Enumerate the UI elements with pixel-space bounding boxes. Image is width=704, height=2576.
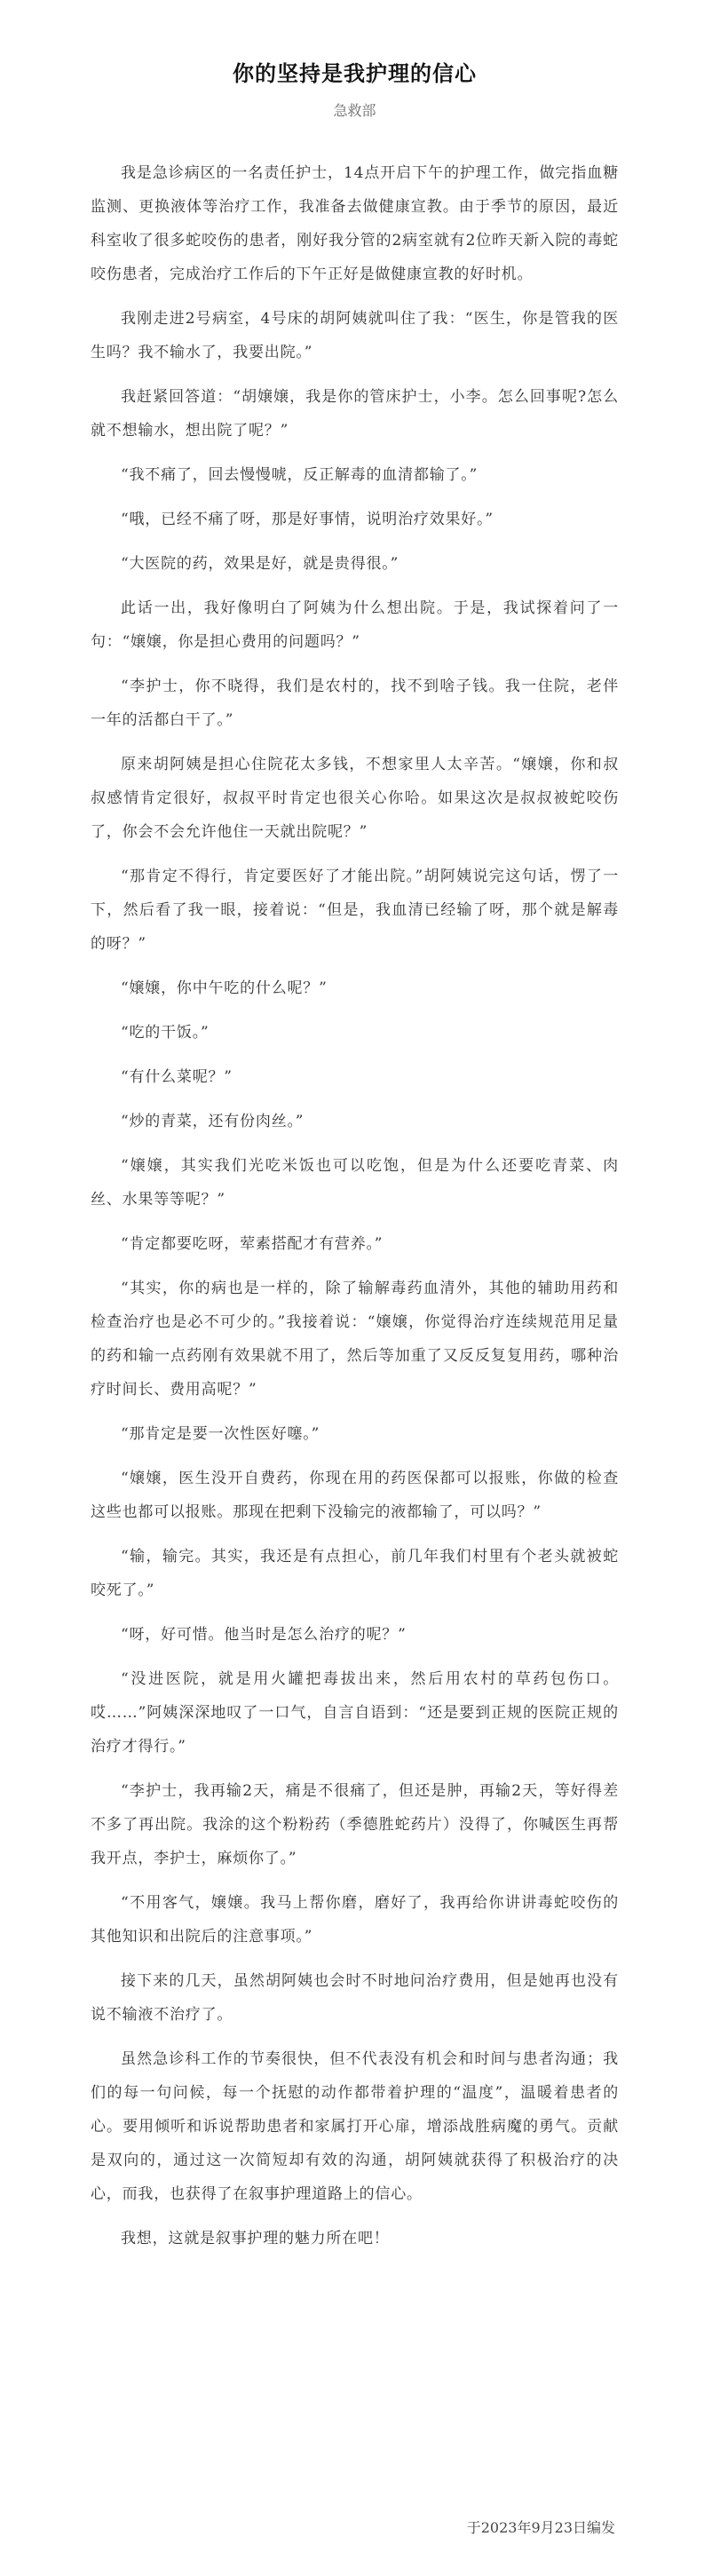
publish-date: 于2023年9月23日编发 <box>466 2519 615 2536</box>
paragraph: “不用客气，嬢嬢。我马上帮你磨，磨好了，我再给你讲讲毒蛇咬伤的其他知识和出院后的注意事项。” <box>91 1894 619 1946</box>
paragraph: “嬢嬢，医生没开自费药，你现在用的药医保都可以报账，你做的检查这些也都可以报账。那现在把剩下没输完的液都输了，可以吗？” <box>91 1470 619 1521</box>
paragraph: 我刚走进2号病室，4号床的胡阿姨就叫住了我：“医生，你是管我的医生吗？我不输水了，我要出院。” <box>91 310 619 361</box>
paragraph: “没进医院，就是用火罐把毒拔出来，然后用农村的草药包伤口。哎……”阿姨深深地叹了一口气，自言自语到：“还是要到正规的医院正规的治疗才得行。” <box>91 1670 619 1756</box>
paragraph: “李护士，你不晓得，我们是农村的，找不到啥子钱。我一住院，老伴一年的活都白干了。” <box>91 678 619 729</box>
paragraph: “其实，你的病也是一样的，除了输解毒药血清外，其他的辅助用药和检查治疗也是必不可少的。”我接着说：“嬢嬢，你觉得治疗连续规范用足量的药和输一点药刚有效果就不用了，然后等加重了又反反复复用药，哪种治疗时间长、费用高呢？” <box>91 1280 619 1399</box>
paragraph: 我赶紧回答道：“胡嬢嬢，我是你的管床护士，小李。怎么回事呢?怎么就不想输水，想出院了呢？” <box>91 388 619 440</box>
paragraph: 此话一出，我好像明白了阿姨为什么想出院。于是，我试探着问了一句：“嬢嬢，你是担心费用的问题吗？” <box>91 599 619 651</box>
paragraph: “肯定都要吃呀，荤素搭配才有营养。” <box>121 1235 384 1253</box>
paragraph: “那肯定不得行，肯定要医好了才能出院。”胡阿姨说完这句话，愣了一下，然后看了我一眼，接着说：“但是，我血清已经输了呀，那个就是解毒的呀？” <box>91 868 619 953</box>
paragraph: “炒的青菜，还有份肉丝。” <box>121 1113 305 1130</box>
paragraph: 我是急诊病区的一名责任护士，14点开启下午的护理工作，做完指血糖监测、更换液体等治疗工作，我准备去做健康宣教。由于季节的原因，最近科室收了很多蛇咬伤的患者，刚好我分管的2病室就有2位昨天新入院的毒蛇咬伤患者，完成治疗工作后的下午正好是做健康宣教的好时机。 <box>91 164 619 283</box>
paragraph: “嬢嬢，你中午吃的什么呢？” <box>121 979 328 997</box>
article-body <box>91 156 619 2255</box>
paragraph: “有什么菜呢？” <box>121 1068 233 1086</box>
paragraph: 接下来的几天，虽然胡阿姨也会时不时地问治疗费用，但是她再也没有说不输液不治疗了。 <box>91 1972 619 2024</box>
paragraph: “我不痛了，回去慢慢唬，反正解毒的血清都输了。” <box>121 466 479 484</box>
paragraph: 虽然急诊科工作的节奏很快，但不代表没有机会和时间与患者沟通；我们的每一句问候，每一个抚慰的动作都带着护理的“温度”，温暖着患者的心。要用倾听和诉说帮助患者和家属打开心扉，增添战胜病魔的勇气。贡献是双向的，通过这一次简短却有效的沟通，胡阿姨就获得了积极治疗的决心，而我，也获得了在叙事护理道路上的信心。 <box>91 2050 619 2203</box>
paragraph: “哦，已经不痛了呀，那是好事情，说明治疗效果好。” <box>121 511 494 528</box>
article-title: 你的坚持是我护理的信心 <box>233 61 477 86</box>
paragraph: “李护士，我再输2天，痛是不很痛了，但还是肿，再输2天，等好得差不多了再出院。我涂的这个粉粉药（季德胜蛇药片）没得了，你喊医生再帮我开点，李护士，麻烦你了。” <box>91 1782 619 1867</box>
paragraph: 我想，这就是叙事护理的魅力所在吧！ <box>121 2230 390 2247</box>
paragraph: “吃的干饭。” <box>121 1024 210 1042</box>
paragraph: “那肯定是要一次性医好噻。” <box>121 1425 320 1443</box>
paragraph: “大医院的药，效果是好，就是贵得很。” <box>121 555 399 573</box>
paragraph: “呀，好可惜。他当时是怎么治疗的呢？” <box>121 1626 407 1644</box>
department-label: 急救部 <box>333 102 376 119</box>
paragraph: 原来胡阿姨是担心住院花太多钱，不想家里人太辛苦。“嬢嬢，你和叔叔感情肯定很好，叔叔平时肯定也很关心你哈。如果这次是叔叔被蛇咬伤了，你会不会允许他住一天就出院呢？” <box>91 756 619 841</box>
paragraph: “嬢嬢，其实我们光吃米饭也可以吃饱，但是为什么还要吃青菜、肉丝、水果等等呢？” <box>91 1157 619 1209</box>
paragraph: “输，输完。其实，我还是有点担心，前几年我们村里有个老头就被蛇咬死了。” <box>91 1548 619 1599</box>
